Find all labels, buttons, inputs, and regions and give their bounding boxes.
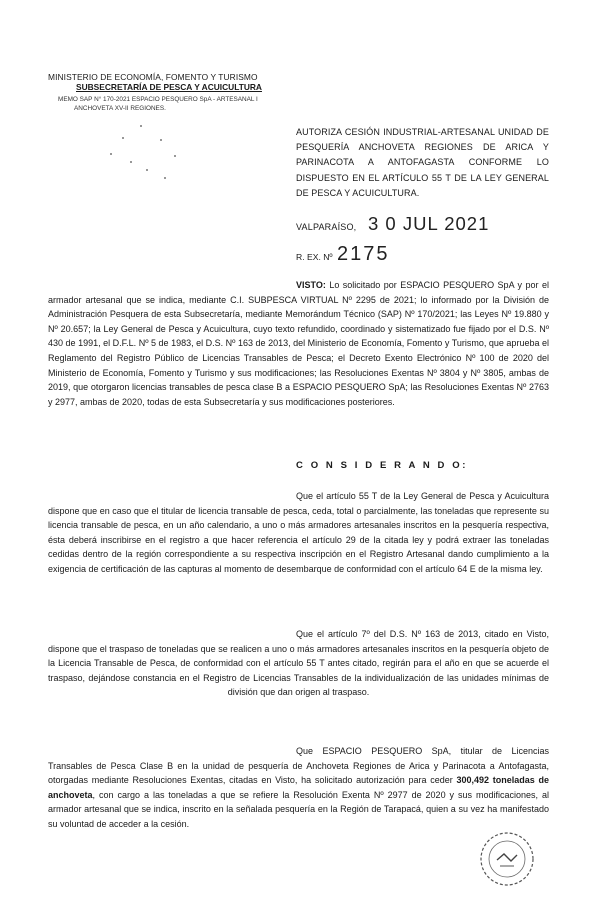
- letterhead: [48, 72, 288, 113]
- visto-paragraph: [48, 278, 549, 409]
- official-seal-icon: [478, 830, 536, 888]
- city-label: VALPARAÍSO,: [296, 222, 357, 232]
- resolution-number: 2175: [337, 243, 390, 265]
- paragraph-2-text: Que el artículo 7º del D.S. Nº 163 de 2013, citado en Visto, dispone que el traspaso de toneladas que se realicen a uno o más armadores artesanales inscritos en la pesquería objeto de la Licencia Transable de Pesca, de conformidad con el artículo 55 T antes citado, regirán para el año en que se acuerde el traspaso, dejándose constancia en el Registro de Licencias Transables de la individualización de las unidades mínimas de división que dan origen al traspaso.: [48, 629, 549, 698]
- memo-reference: MEMO SAP N° 170-2021 ESPACIO PESQUERO SpA - ARTESANAL I: [58, 96, 258, 103]
- considerando-paragraph-3: [48, 744, 549, 832]
- resolution-label: R. EX. Nº: [296, 252, 333, 262]
- paragraph-1-text: Que el artículo 55 T de la Ley General de Pesca y Acuicultura dispone que en caso que el titular de licencia transable de pesca, ceda, total o parcialmente, las toneladas que represente su licencia transable de pesca, en un año calendario, a uno o más armadores artesanales inscritos en la pesquería respectiva, ésta deberá inscribirse en el registro a que hacer referencia el artículo 29 de la citada ley y podrá extraer las toneladas cedidas dentro de la región correspondiente a su respectiva inscripción en el Registro Artesanal dando cumplimiento a la exigencia de certificación de las capturas al momento de desembarque de conformidad con el artículo 64 E de la misma ley.: [48, 491, 549, 574]
- subsecretaria-name: SUBSECRETARÍA DE PESCA Y ACUICULTURA: [76, 82, 262, 92]
- faded-stamp-marks: [100, 125, 190, 185]
- memo-reference-2: ANCHOVETA XV-II REGIONES.: [74, 105, 166, 112]
- resolution-number-line: [296, 245, 496, 271]
- considerando-paragraph-1: [48, 489, 549, 577]
- considerando-heading: C O N S I D E R A N D O:: [296, 460, 469, 471]
- date-stamp: 3 0 JUL 2021: [368, 213, 490, 234]
- considerando-paragraph-2: [48, 627, 549, 700]
- resolution-summary: AUTORIZA CESIÓN INDUSTRIAL-ARTESANAL UNIDAD DE PESQUERÍA ANCHOVETA REGIONES DE ARICA Y PARINACOTA A ANTOFAGASTA CONFORME LO DISPUESTO EN EL ARTÍCULO 55 T DE LA LEY GENERAL DE PESCA Y ACUICULTURA.: [296, 127, 549, 198]
- tonnage-amount: 300,492 toneladas de anchoveta: [48, 775, 549, 800]
- visto-text: Lo solicitado por ESPACIO PESQUERO SpA y por el armador artesanal que se indica, mediante C.I. SUBPESCA VIRTUAL Nº 2295 de 2021; lo informado por la División de Administración Pesquera de esta Subsecretaría, mediante Memorándum Técnico (SAP) Nº 170/2021; las Leyes Nº 19.880 y Nº 20.657; la Ley General de Pesca y Acuicultura, cuyo texto refundido, coordinado y sistematizado fue fijado por el D.S. Nº 430 de 1991, el D.F.L. Nº 5 de 1983, el D.S. Nº 163 de 2013, del Ministerio de Economía, Fomento y Turismo, que aprueba el Reglamento del Registro Público de Licencias Transables de Pesca; el Decreto Exento Electrónico Nº 100 de 2020 del Ministerio de Economía, Fomento y Turismo y sus modificaciones; las Resoluciones Exentas Nº 3804 y Nº 3805, ambas de 2019, que otorgaron licencias transables de pesca clase B a ESPACIO PESQUERO SpA; las Resoluciones Exentas Nº 2763 y 2977, ambas de 2020, todas de esta Subsecretaría y sus modificaciones posteriores.: [48, 280, 549, 407]
- paragraph-3-text-b: , con cargo a las toneladas a que se refiere la Resolución Exenta Nº 2977 de 2020 y sus modificaciones, al armador artesanal que se indica, inscrito en la señalada pesquería en la Región de Tarapacá, quien a su vez ha manifestado su voluntad de acceder a la cesión.: [48, 789, 549, 829]
- visto-label: VISTO:: [296, 280, 326, 290]
- ministry-name: MINISTERIO DE ECONOMÍA, FOMENTO Y TURISMO: [48, 72, 258, 82]
- paragraph-3-text-a: Que ESPACIO PESQUERO SpA, titular de Licencias Transables de Pesca Clase B en la unidad de pesquería de Anchoveta Regiones de Arica y Parinacota a Antofagasta, otorgadas mediante Resoluciones Exentas, citadas en Visto, ha solicitado autorización para ceder: [48, 746, 549, 786]
- date-line: [296, 213, 556, 239]
